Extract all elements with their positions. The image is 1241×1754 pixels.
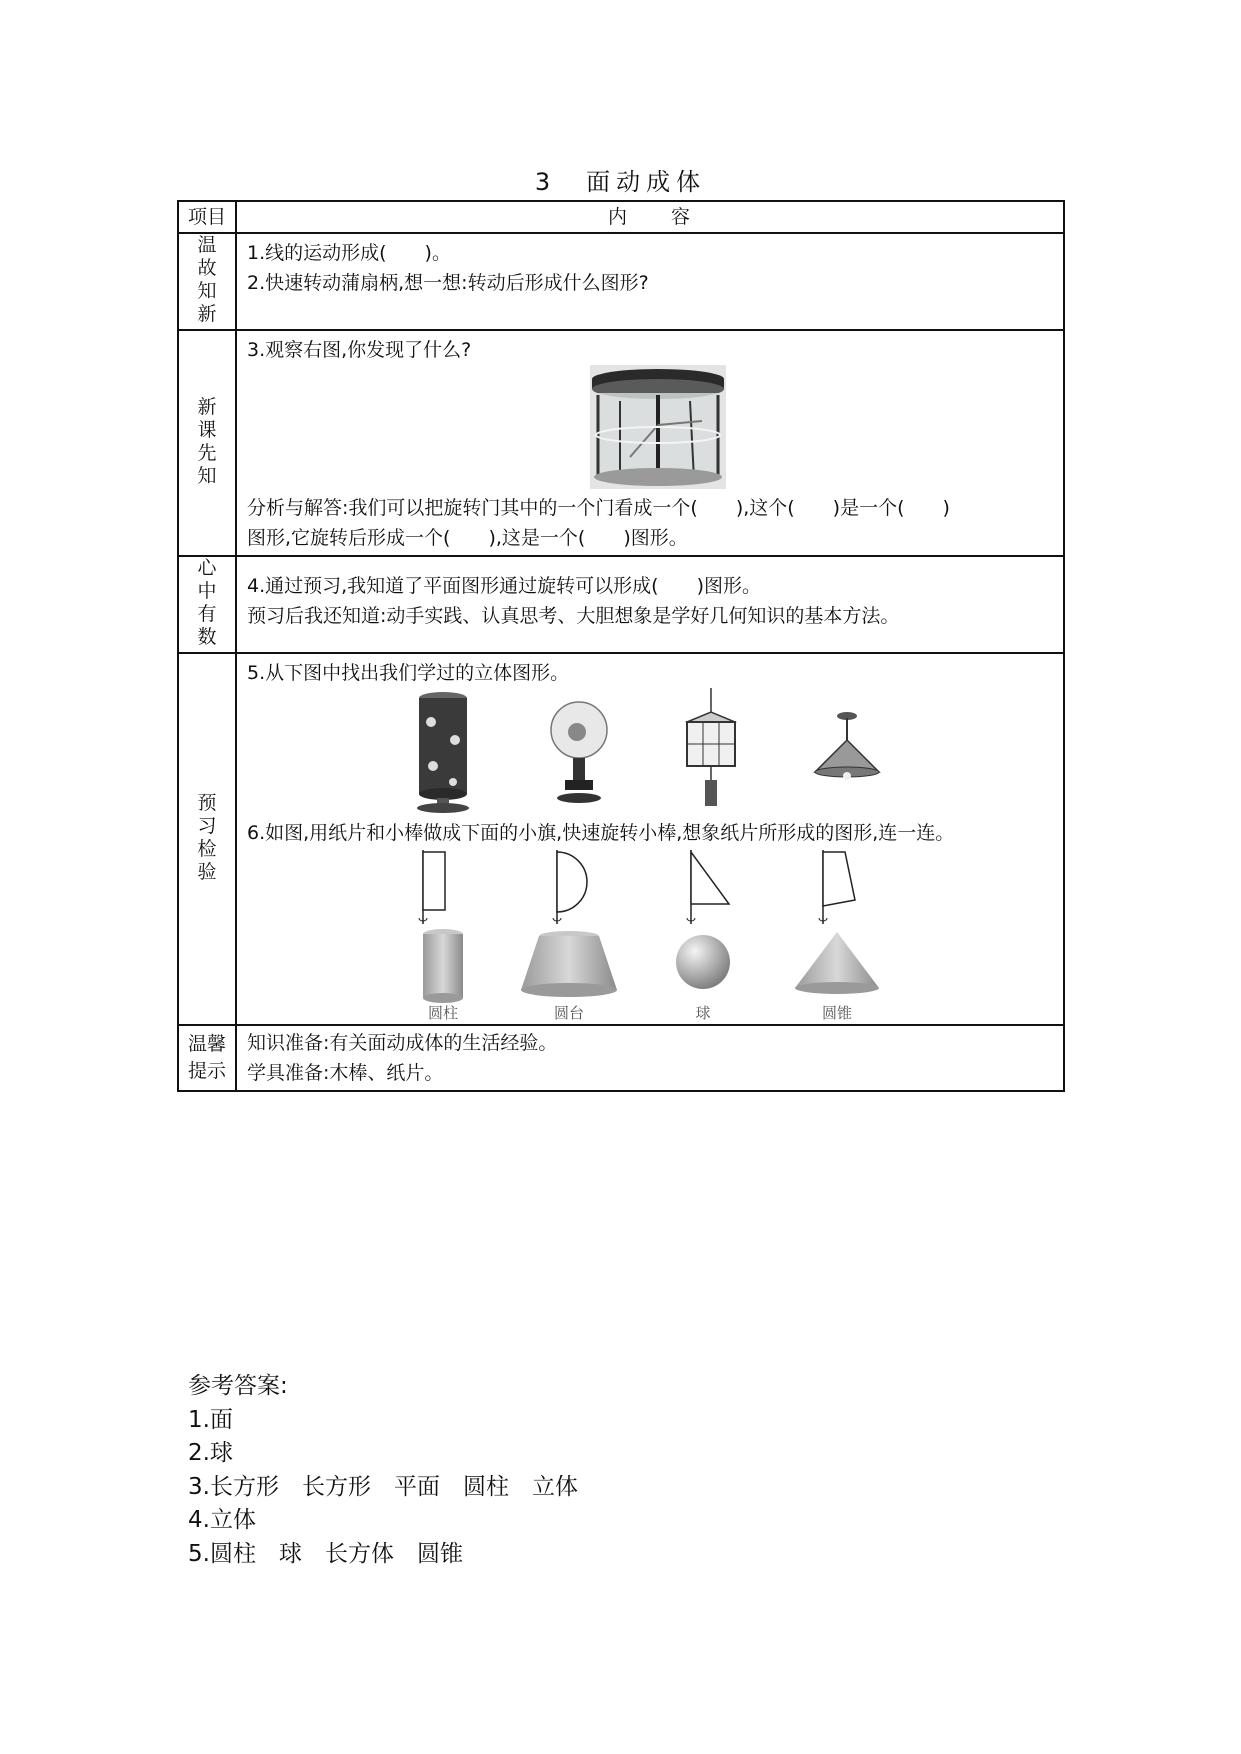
cone-shape-icon (795, 932, 879, 994)
header-item-label: 项目 (187, 206, 226, 228)
tools-prep: 学具准备:木棒、纸片。 (247, 1062, 444, 1084)
cylinder-shape-icon (423, 929, 463, 1003)
row-content-review (236, 233, 1064, 330)
row-label-summary: 心中有数 (197, 557, 217, 648)
row-content-summary (236, 556, 1064, 653)
cylinder-lamp-icon (417, 692, 469, 813)
frustum-shape-icon (521, 931, 617, 997)
question-6: 6.如图,用纸片和小棒做成下面的小旗,快速旋转小棒,想象纸片所形成的图形,连一连。 (247, 822, 955, 844)
table-row (178, 653, 1064, 1025)
answer-item: 5.圆柱 球 长方体 圆锥 (188, 1540, 463, 1567)
globe-lamp-icon (551, 702, 607, 803)
question-5: 5.从下图中找出我们学过的立体图形。 (247, 662, 570, 684)
semicircle-flag-icon (553, 850, 587, 924)
rectangle-flag-icon (419, 850, 445, 924)
solids-image (247, 928, 1111, 1022)
table-row (178, 1025, 1064, 1091)
row-content-new-lesson (236, 330, 1064, 556)
table-row (178, 330, 1064, 556)
question-1: 1.线的运动形成( )。 (247, 242, 451, 264)
solid-label: 圆锥 (821, 1004, 853, 1022)
lantern-icon (687, 688, 735, 806)
page-title: 3 面动成体 (534, 168, 707, 196)
triangle-flag-icon (687, 850, 729, 924)
row-label-tips: 温馨提示 (187, 1032, 226, 1082)
flags-image (247, 848, 1111, 928)
answer-heading: 参考答案: (188, 1373, 288, 1399)
table-header-row (178, 201, 1064, 233)
objects-image (247, 688, 1111, 814)
row-label-review: 温故知新 (197, 234, 217, 325)
solid-label: 圆台 (553, 1004, 585, 1022)
trapezoid-flag-icon (819, 850, 855, 924)
answer-item: 2.球 (188, 1440, 233, 1466)
solid-label: 球 (695, 1004, 711, 1022)
method-note: 预习后我还知道:动手实践、认真思考、大胆想象是学好几何知识的基本方法。 (247, 605, 900, 627)
header-content-label: 内 容 (236, 201, 1064, 233)
answer-key (188, 1370, 578, 1571)
solid-label: 圆柱 (427, 1004, 459, 1022)
revolving-door-image (590, 365, 726, 489)
table-row (178, 233, 1064, 330)
row-label-check: 预习检验 (197, 791, 217, 883)
sphere-shape-icon (676, 935, 730, 989)
row-content-tips (236, 1025, 1064, 1091)
cone-lamp-icon (815, 712, 879, 780)
row-label-new-lesson: 新课先知 (197, 395, 217, 487)
table-row (178, 556, 1064, 653)
question-2: 2.快速转动蒲扇柄,想一想:转动后形成什么图形? (247, 272, 649, 294)
answer-item: 1.面 (188, 1406, 233, 1433)
answer-item: 4.立体 (188, 1507, 256, 1533)
analysis-line-2: 图形,它旋转后形成一个( ),这是一个( )图形。 (247, 527, 688, 549)
question-4: 4.通过预习,我知道了平面图形通过旋转可以形成( )图形。 (247, 575, 761, 597)
answer-item: 3.长方形 长方形 平面 圆柱 立体 (188, 1473, 578, 1500)
question-3: 3.观察右图,你发现了什么? (247, 339, 472, 361)
row-content-check (236, 653, 1064, 1025)
knowledge-prep: 知识准备:有关面动成体的生活经验。 (247, 1032, 558, 1054)
preview-table (177, 200, 1065, 1092)
analysis-line-1: 分析与解答:我们可以把旋转门其中的一个门看成一个( ),这个( )是一个( ) (247, 497, 950, 519)
